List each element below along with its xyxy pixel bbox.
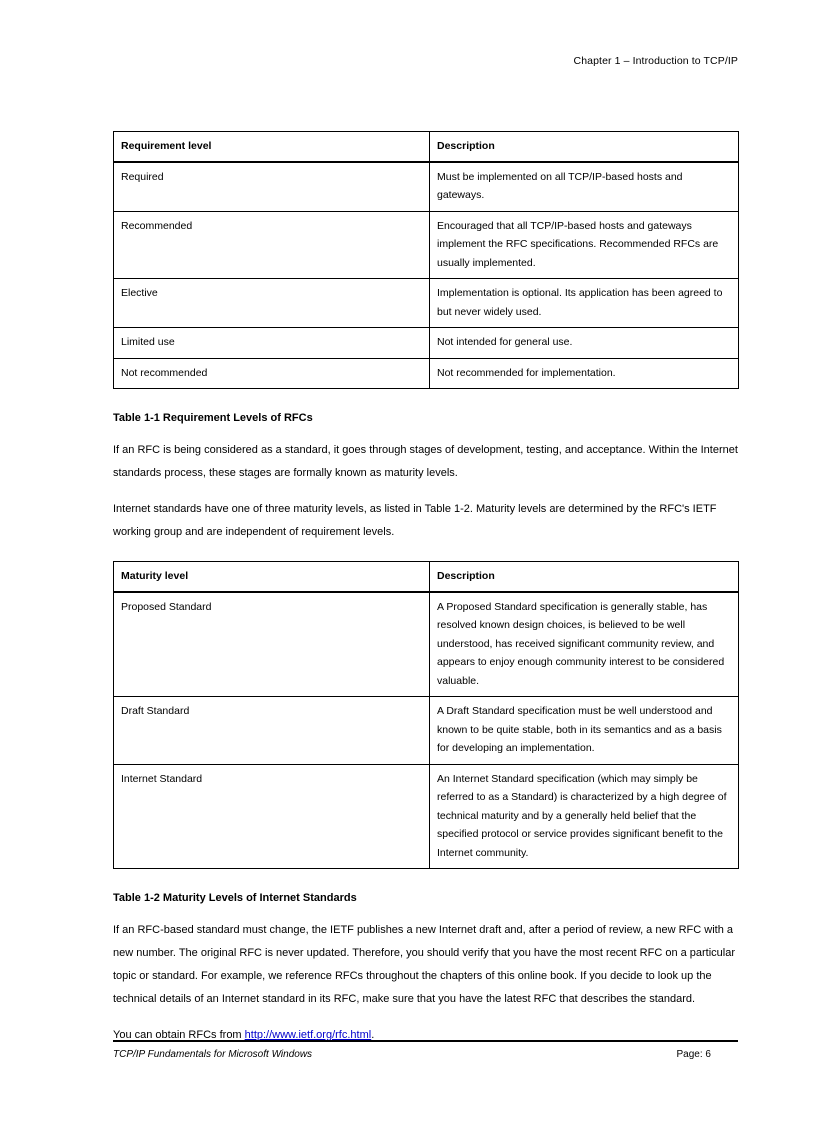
table-row [114,328,739,359]
paragraph-obtain-rfcs [113,1024,738,1047]
cell-description: An Internet Standard specification (which may simply be referred to as a Standard) is characterized by a high degree of technical maturity and by a generally held belief that the specified protocol or service provides significant benefit to the Internet community. [430,764,739,869]
cell-description: Implementation is optional. Its application has been agreed to but never widely used. [430,279,739,328]
table-row [114,211,739,279]
table-row [114,162,739,212]
table-row [114,358,739,389]
cell-level: Draft Standard [114,697,430,765]
running-header-chapter: Chapter 1 – Introduction to TCP/IP [573,55,738,67]
table-row [114,592,739,697]
table-header-row [114,132,739,162]
column-header-maturity-level: Maturity level [114,562,430,592]
cell-description: Must be implemented on all TCP/IP-based hosts and gateways. [430,162,739,212]
paragraph-rfc-stages: If an RFC is being considered as a standard, it goes through stages of development, testing, and acceptance. Within the Internet standards process, these stages are formally known as maturity levels. [113,444,738,479]
cell-description: Encouraged that all TCP/IP-based hosts and gateways implement the RFC specifications. Recommended RFCs are usually implemented. [430,211,739,279]
cell-level: Recommended [114,211,430,279]
column-header-requirement-level: Requirement level [114,132,430,162]
cell-level: Limited use [114,328,430,359]
cell-level: Proposed Standard [114,592,430,697]
page-footer [113,1048,738,1062]
table-row [114,764,739,869]
obtain-rfcs-text-before: You can obtain RFCs from [113,1029,245,1041]
cell-level: Not recommended [114,358,430,389]
cell-level: Elective [114,279,430,328]
paragraph-maturity-levels: Internet standards have one of three maturity levels, as listed in Table 1-2. Maturity levels are determined by the RFC's IETF working group and are independent of requirement levels. [113,503,717,538]
ietf-rfc-link[interactable]: http://www.ietf.org/rfc.html [244,1029,372,1041]
cell-description: Not recommended for implementation. [430,358,739,389]
cell-description: A Proposed Standard specification is generally stable, has resolved known design choices, is believed to be well understood, has received significant community review, and appears to enjoy enough community interest to be considered valuable. [430,592,739,697]
table-row [114,697,739,765]
maturity-levels-table [113,561,739,869]
column-header-description: Description [430,562,739,592]
requirement-levels-table [113,131,739,389]
footer-divider [113,1040,738,1042]
cell-description: Not intended for general use. [430,328,739,359]
table-caption-1-2: Table 1-2 Maturity Levels of Internet Standards [113,892,357,904]
paragraph-rfc-updates: If an RFC-based standard must change, the IETF publishes a new Internet draft and, after a period of review, a new RFC with a new number. The original RFC is never updated. Therefore, you should verify that you have the most recent RFC on a particular topic or standard. For example, we reference RFCs throughout the chapters of this online book. If you decide to look up the technical details of an Internet standard in its RFC, make sure that you have the latest RFC that describes the standard. [113,924,736,1005]
table-header-row [114,562,739,592]
cell-description: A Draft Standard specification must be well understood and known to be quite stable, both in its semantics and as a basis for developing an implementation. [430,697,739,765]
table-row [114,279,739,328]
column-header-description: Description [430,132,739,162]
footer-book-title: TCP/IP Fundamentals for Microsoft Windows [113,1049,313,1060]
page-content [113,131,738,1047]
cell-level: Internet Standard [114,764,430,869]
footer-page-number: Page: 6 [676,1049,711,1060]
cell-level: Required [114,162,430,212]
layout-spacer [113,544,738,561]
obtain-rfcs-text-after: . [371,1029,375,1041]
table-caption-1-1: Table 1-1 Requirement Levels of RFCs [113,412,313,424]
